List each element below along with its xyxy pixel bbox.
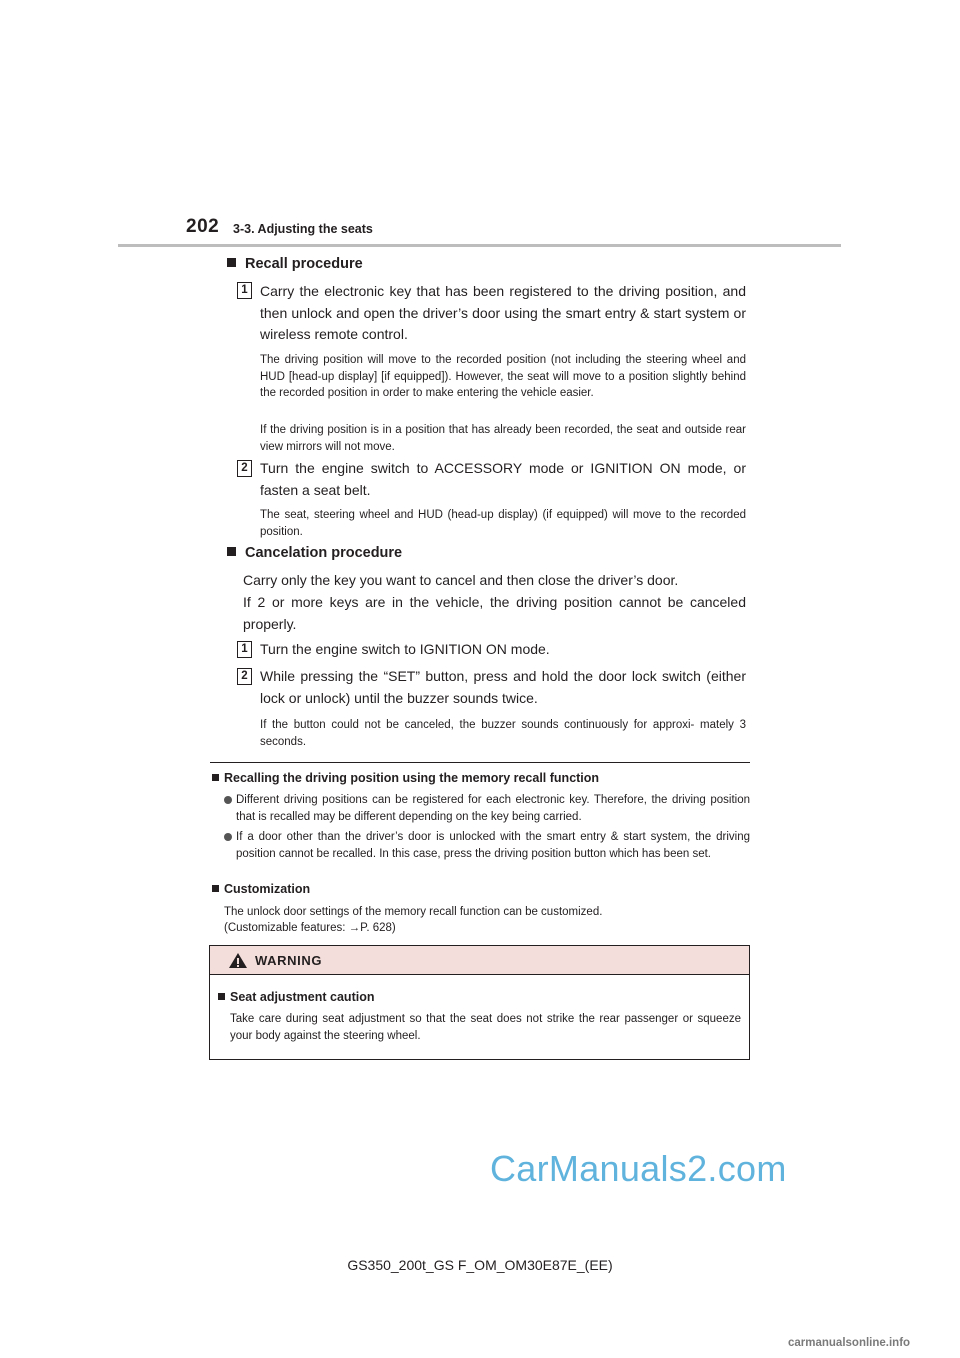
list-item <box>224 829 750 862</box>
square-bullet-icon <box>212 885 219 892</box>
warning-heading <box>218 990 374 1004</box>
recall-step1-note2: If the driving position is in a position that has already been recorded, the seat and outside rear view mirrors will not move. <box>260 424 746 453</box>
bullet-text: Different driving positions can be registered for each electronic key. Therefore, the driving position that is recalled may be different depending on the key being carried. <box>236 794 750 823</box>
step-badge: 2 <box>237 668 252 685</box>
cancel-step2-text: While pressing the “SET” button, press and hold the door lock switch (either lock or unlock) until the buzzer sounds twice. <box>260 668 746 706</box>
square-bullet-icon <box>227 258 236 267</box>
bullet-text: If a door other than the driver’s door is unlocked with the smart entry & start system, the driving position cannot be recalled. In this case, press the driving position button which has been set. <box>236 831 750 860</box>
warning-text: Take care during seat adjustment so that the seat does not strike the rear passenger or squeeze your body against the steering wheel. <box>230 1013 741 1042</box>
recall-step2-note: The seat, steering wheel and HUD (head-up display) (if equipped) will move to the recorded position. <box>260 509 746 538</box>
site-watermark: carmanualsonline.info <box>788 1337 911 1349</box>
bullet-dot-icon <box>224 833 232 841</box>
step-badge: 1 <box>237 641 252 658</box>
warning-triangle-icon <box>228 952 248 974</box>
cancel-step2-note: If the button could not be canceled, the buzzer sounds continuously for approxi- mately 3 seconds. <box>260 719 746 748</box>
recalling-heading <box>212 771 599 785</box>
section-divider <box>210 762 750 763</box>
warning-label: WARNING <box>255 953 323 968</box>
customization-heading-text: Customization <box>224 882 311 896</box>
cancel-intro-2: If 2 or more keys are in the vehicle, the driving position cannot be canceled properly. <box>243 594 746 632</box>
step-badge: 2 <box>237 460 252 477</box>
cancel-heading <box>227 545 402 561</box>
customization-heading <box>212 882 310 896</box>
recall-step1-note1: The driving position will move to the recorded position (not including the steering wheel and HUD [head-up display] [if equipped]). However, the seat will move to a position slightly behind the recorded position in order to make entering the vehicle easier. <box>260 354 746 399</box>
step-badge: 1 <box>237 282 252 299</box>
customization-text: The unlock door settings of the memory recall function can be customized. <box>224 906 603 918</box>
document-code: GS350_200t_GS F_OM_OM30E87E_(EE) <box>347 1257 613 1273</box>
cancel-intro-1: Carry only the key you want to cancel and then close the driver’s door. <box>243 572 679 588</box>
recall-heading <box>227 256 363 272</box>
recall-heading-text: Recall procedure <box>245 256 363 272</box>
warning-heading-text: Seat adjustment caution <box>230 990 375 1004</box>
square-bullet-icon <box>212 774 219 781</box>
page-number: 202 <box>186 216 220 237</box>
recall-step1-text: Carry the electronic key that has been registered to the driving position, and then unlock and open the driver’s door using the smart entry & start system or wireless remote control. <box>260 283 746 342</box>
cancel-step1-text: Turn the engine switch to IGNITION ON mode. <box>260 641 550 657</box>
warning-header <box>210 946 749 975</box>
header-rule <box>118 244 841 247</box>
watermark-logo: CarManuals2.com <box>490 1148 787 1189</box>
bullet-dot-icon <box>224 796 232 804</box>
list-item <box>224 792 750 825</box>
square-bullet-icon <box>227 547 236 556</box>
warning-box <box>209 945 750 1060</box>
square-bullet-icon <box>218 993 225 1000</box>
customization-link[interactable]: (Customizable features: →P. 628) <box>224 922 396 934</box>
section-title: 3-3. Adjusting the seats <box>233 222 373 236</box>
recall-step2-text: Turn the engine switch to ACCESSORY mode or IGNITION ON mode, or fasten a seat belt. <box>260 460 746 498</box>
recalling-heading-text: Recalling the driving position using the memory recall function <box>224 771 600 785</box>
cancel-heading-text: Cancelation procedure <box>245 545 403 561</box>
